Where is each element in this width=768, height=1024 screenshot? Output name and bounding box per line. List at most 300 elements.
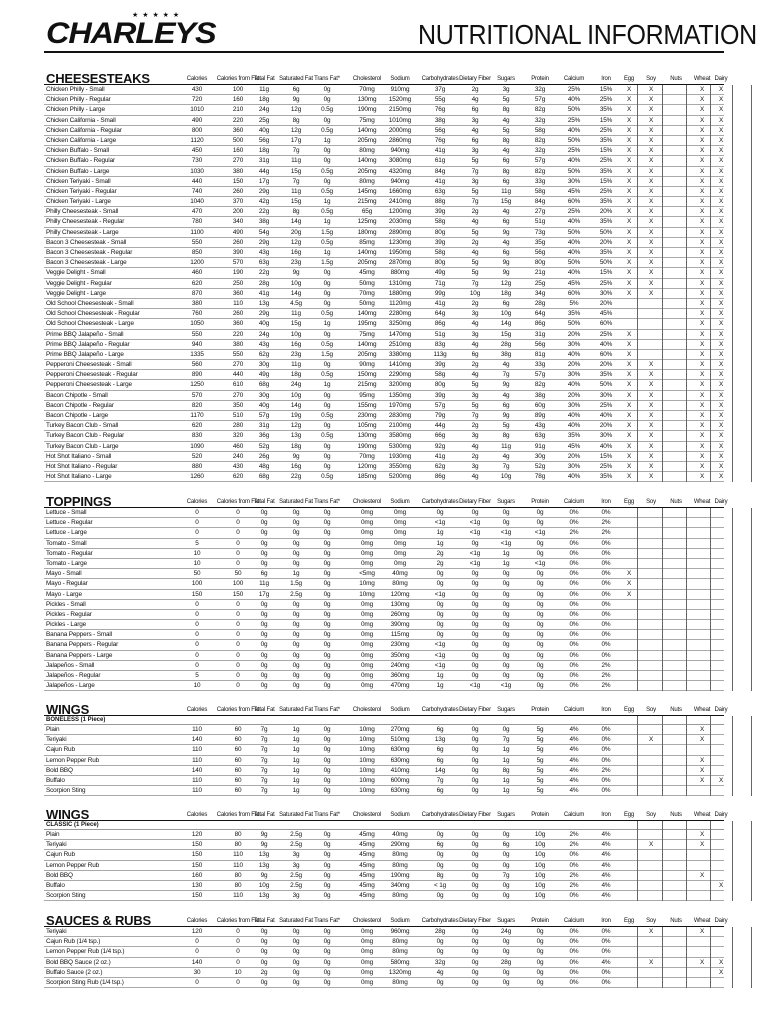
value-cell: 1g [292,736,300,744]
value-cell: 3g [471,177,479,185]
value-cell: X [699,412,705,419]
value-cell: 0g [323,549,331,557]
column-divider [662,821,663,901]
value-cell: 8g [292,116,300,124]
value-cell: 9g [502,412,510,419]
value-cell [666,518,686,528]
section-wings-boneless [44,700,728,796]
value-cell: 0g [292,651,300,659]
value-cell [666,756,686,766]
value-cell: 15% [599,116,613,124]
value-cell [642,776,660,786]
value-cell: <1g [469,529,481,537]
value-cell: 25% [567,116,581,124]
value-cell: 0g [471,851,479,859]
value-cell: X [626,350,632,358]
value-cell: 73g [534,228,546,236]
value-cell [642,968,660,978]
value-cell: 0g [323,422,331,430]
value-cell: 0g [502,948,510,956]
value-cell: X [626,96,632,104]
value-cell: 14g [434,766,446,774]
value-cell: 0g [323,968,331,976]
value-cell: 18g [500,289,512,297]
value-cell: 0% [569,938,579,946]
value-cell: 4% [569,726,579,733]
value-cell [666,350,686,360]
value-cell: X [718,269,724,277]
value-cell: 0% [569,661,579,669]
value-cell: 1950mg [388,249,412,256]
value-cell: 95mg [359,391,375,399]
value-cell: 16g [290,340,302,348]
item-name: Prime BBQ Jalapeño - Small [46,330,124,338]
value-cell [712,927,730,937]
value-cell: X [718,177,724,185]
value-cell: 10mg [359,756,375,764]
value-cell: 70mg [359,86,375,93]
value-cell: 0g [323,978,331,986]
value-cell: X [699,462,705,470]
value-cell: 49g [434,269,446,277]
table-row [44,539,724,549]
value-cell: 0mg [361,539,373,547]
value-cell [666,871,686,881]
value-cell: 0g [292,928,300,935]
value-cell: 41g [434,177,446,185]
value-cell [620,766,638,776]
value-cell [712,518,730,528]
value-cell: 3g [471,116,479,124]
table-row [44,330,724,340]
value-cell: 10g [534,892,546,900]
value-cell: X [626,86,632,93]
value-cell: 620 [191,422,203,430]
value-cell: <1g [434,641,446,649]
value-cell: 9g [502,259,510,267]
value-cell: 0g [323,958,331,966]
value-cell: 0g [323,651,331,659]
value-cell: 215mg [357,198,377,206]
value-cell [620,299,638,309]
value-cell: 340mg [390,881,410,889]
value-cell [642,640,660,650]
value-cell: X [718,361,724,369]
value-cell: 5g [471,187,479,195]
column-header: Calories from Fat [216,918,260,924]
value-cell: 6g [436,787,444,795]
table-row [44,630,724,640]
value-cell: 0.5g [321,126,333,134]
value-cell [666,228,686,238]
value-cell: 8g [502,432,510,440]
value-cell: 0g [536,621,544,629]
item-name: Lemon Pepper Rub (1/4 tsp.) [46,948,125,956]
page-title: NUTRITIONAL INFORMATION [418,20,757,51]
value-cell [666,340,686,350]
value-cell: X [718,126,724,134]
value-cell [666,539,686,549]
value-cell: X [626,187,632,195]
value-cell: <1g [500,682,512,690]
value-cell: 82g [534,106,546,114]
value-cell: 0g [536,968,544,976]
value-cell: 10mg [359,590,375,598]
value-cell: X [626,412,632,419]
column-header: Egg [623,76,635,82]
value-cell [642,590,660,600]
value-cell: 0% [569,672,579,679]
value-cell: 2g [471,422,479,430]
value-cell: 1g [502,559,510,567]
value-cell: 15g [290,320,302,328]
value-cell: 30% [567,177,581,185]
value-cell: 40% [599,412,613,419]
value-cell: 440 [191,177,203,185]
column-header: Protein [531,812,549,818]
value-cell: 3g [471,147,479,155]
value-cell: 7g [502,462,510,470]
value-cell: X [648,361,654,369]
item-name: Chicken Teriyaki - Large [46,198,111,206]
value-cell [666,85,686,95]
value-cell: 80mg [392,948,408,956]
table-row [44,442,724,452]
value-cell: 0g [471,776,479,784]
value-cell: 3200mg [388,381,412,389]
value-cell: 160 [232,147,244,155]
value-cell [620,610,638,620]
value-cell: X [699,320,705,328]
value-cell: 37g [434,86,446,93]
item-name: Scorpion Sting [46,892,86,900]
value-cell: 1410mg [388,361,412,369]
value-cell: 14g [290,289,302,297]
value-cell: 0% [569,559,579,567]
table-row [44,228,724,238]
value-cell: 0g [436,509,444,516]
value-cell: 0g [502,570,510,578]
value-cell: 0mg [361,529,373,537]
value-cell: 11g [501,442,511,450]
value-cell: 24g [258,106,270,114]
value-cell: X [718,299,724,307]
value-cell: 0g [323,269,331,277]
value-cell: 0mg [361,682,373,690]
value-cell: 470 [191,208,203,216]
column-divider [637,716,638,796]
value-cell: 12g [290,238,302,246]
value-cell: 10mg [359,776,375,784]
value-cell [666,508,686,518]
column-header: Dairy [714,918,728,924]
value-cell: 13g [258,861,270,869]
value-cell: 185mg [357,473,377,481]
value-cell: X [626,126,632,134]
value-cell: 0g [323,672,331,679]
value-cell: 830 [191,432,203,440]
value-cell [712,947,730,957]
value-cell: 0g [471,736,479,744]
value-cell: 58g [434,371,446,379]
value-cell: 720 [191,96,203,104]
value-cell [620,518,638,528]
value-cell: 1g [502,549,510,557]
value-cell [666,681,686,691]
table-row [44,830,724,840]
value-cell: 40% [567,350,581,358]
value-cell: 63g [534,432,546,440]
value-cell: 0g [323,116,331,124]
value-cell: 380 [232,340,244,348]
value-cell: 2% [601,672,611,679]
value-cell: 610 [232,381,244,389]
value-cell: 81g [534,350,546,358]
value-cell: 0% [601,580,611,588]
value-cell: 0g [323,299,331,307]
value-cell: 1970mg [388,401,412,409]
value-cell: 0% [601,736,611,744]
value-cell: X [648,269,654,277]
item-name: Chicken Philly - Large [46,106,105,114]
value-cell: X [699,726,705,733]
value-cell: 0% [601,559,611,567]
value-cell: 0g [260,938,268,946]
value-cell: 19g [290,412,302,419]
table-row [44,146,724,156]
value-cell: 7g [471,279,479,287]
item-name: Chicken Teriyaki - Regular [46,187,117,195]
value-cell: 110 [192,756,202,764]
value-cell: 250 [232,279,244,287]
value-cell [666,360,686,370]
value-cell: 4g [502,238,510,246]
item-name: Bacon 3 Cheesesteak - Large [46,259,127,267]
column-header: Sugars [497,76,515,82]
value-cell: 1g [436,672,444,679]
value-cell: 80mg [392,580,408,588]
value-cell: 0% [601,968,611,976]
value-cell: 88g [434,198,446,206]
value-cell [642,340,660,350]
value-cell: 10g [534,881,546,889]
value-cell: 1660mg [388,187,412,195]
value-cell: 0% [569,580,579,588]
value-cell: 5g [502,96,510,104]
value-cell: 5g [502,422,510,430]
value-cell: 80 [234,871,242,879]
value-cell: 100 [191,580,203,588]
value-cell: 380 [191,299,203,307]
column-header: Total Fat [253,76,275,82]
value-cell: 0g [292,641,300,649]
table-row [44,579,724,589]
value-cell: 0mg [394,539,406,547]
value-cell: 23g [290,259,302,267]
value-cell: 2.5g [290,841,302,849]
value-cell: 4% [601,881,611,889]
value-cell: 9g [502,269,510,277]
value-cell: 0g [502,726,510,733]
column-header: Soy [646,812,656,818]
value-cell: X [718,218,724,226]
value-cell: 1.5g [321,228,333,236]
value-cell: 0g [471,600,479,608]
value-cell [666,136,686,146]
value-cell: 0mg [361,948,373,956]
value-cell: 110 [233,851,243,859]
section-cheesesteaks [44,69,728,482]
value-cell: 35% [599,473,613,481]
value-cell: 0 [236,549,240,557]
value-cell [666,217,686,227]
value-cell: 45mg [359,269,375,277]
value-cell: 0g [323,726,331,733]
value-cell: 0g [323,661,331,669]
value-cell: 510 [232,412,244,419]
value-cell: X [699,259,705,267]
item-name: Pickles - Regular [46,610,92,618]
value-cell: 0g [323,746,331,754]
value-cell: <1g [434,661,446,669]
value-cell: 0g [323,401,331,409]
value-cell: 28g [258,279,270,287]
column-header: Calories from Fat [216,812,260,818]
value-cell: 15g [290,167,302,175]
value-cell: X [699,198,705,206]
value-cell: X [699,106,705,114]
value-cell: 35% [599,249,613,256]
value-cell: < 1g [433,881,447,889]
value-cell: 0mg [361,651,373,659]
value-cell: 0g [323,631,331,639]
value-cell: 190mg [357,442,377,450]
value-cell: <1g [500,539,512,547]
table-row [44,380,724,390]
section-header [44,700,728,717]
value-cell: 0g [292,559,300,567]
value-cell: X [718,147,724,155]
value-cell: 7g [260,776,268,784]
value-cell: 0g [323,442,331,450]
value-cell: 1120mg [389,299,411,307]
value-cell [666,947,686,957]
value-cell: 20% [599,299,613,307]
value-cell: 50% [567,106,581,114]
value-cell: X [718,320,724,328]
value-cell: 0g [536,948,544,956]
value-cell: 0.5g [321,412,333,419]
value-cell [712,539,730,549]
value-cell: 68g [258,473,270,481]
value-cell: 16g [290,249,302,256]
value-cell: 25% [599,157,613,165]
value-cell: 0mg [361,928,373,935]
value-cell: 0% [569,682,579,690]
value-cell: 51g [534,218,546,226]
value-cell: 78g [534,473,546,481]
value-cell: 110 [192,746,202,754]
value-cell: 290mg [390,841,410,849]
value-cell: X [626,249,632,256]
value-cell: X [648,958,654,966]
value-cell: 76g [434,106,446,114]
value-cell: 45% [567,442,581,450]
value-cell: 38g [534,391,546,399]
value-cell: 0g [471,580,479,588]
value-cell: 20g [290,228,302,236]
column-header: Trans Fat* [314,918,340,924]
value-cell: 10g [534,861,546,869]
table-row [44,725,724,735]
value-cell: 1200 [190,259,204,267]
value-cell [712,579,730,589]
value-cell: 0g [292,549,300,557]
value-cell: 40% [567,381,581,389]
column-divider [637,85,638,482]
value-cell: 260 [232,187,244,195]
value-cell: 13g [258,299,270,307]
value-cell [642,661,660,671]
value-cell: 0% [569,861,579,869]
value-cell: 3380mg [388,350,412,358]
item-name: Lettuce - Small [46,509,87,516]
value-cell: 0g [536,661,544,669]
column-header: Protein [531,707,549,713]
value-cell: 1g [292,570,300,578]
value-cell: 40% [567,249,581,256]
value-cell: 2000mg [388,126,412,134]
value-cell: 0g [436,938,444,946]
value-cell: 0g [260,661,268,669]
value-cell [620,861,638,871]
value-cell: 10mg [359,746,375,754]
value-cell: X [718,381,724,389]
value-cell: 0 [236,948,240,956]
value-cell: 130 [191,881,203,889]
value-cell: X [626,238,632,246]
value-cell: 0% [601,776,611,784]
value-cell: X [699,187,705,195]
value-cell [642,350,660,360]
value-cell: X [626,580,632,588]
value-cell: 57g [258,412,270,419]
item-name: Old School Cheesesteak - Small [46,299,134,307]
value-cell [712,569,730,579]
value-cell: X [718,452,724,460]
value-cell: 0% [601,509,611,516]
table-row [44,518,724,528]
value-cell: 2% [601,529,611,537]
value-cell: 7g [502,871,510,879]
value-cell: 66g [434,432,446,440]
value-cell: 0g [502,851,510,859]
value-cell: 0g [536,672,544,679]
column-header: Nuts [670,918,682,924]
column-header: Sodium [390,707,410,713]
value-cell: 0g [323,787,331,795]
value-cell: 80mg [359,177,375,185]
table-row [44,401,724,411]
value-cell: 0 [236,559,240,567]
value-cell: 0g [323,177,331,185]
value-cell: X [699,177,705,185]
value-cell: 270 [232,361,244,369]
value-cell: 80g [434,228,446,236]
value-cell: 0mg [361,661,373,669]
value-cell: 0% [569,968,579,976]
item-name: Chicken Buffalo - Regular [46,157,115,165]
